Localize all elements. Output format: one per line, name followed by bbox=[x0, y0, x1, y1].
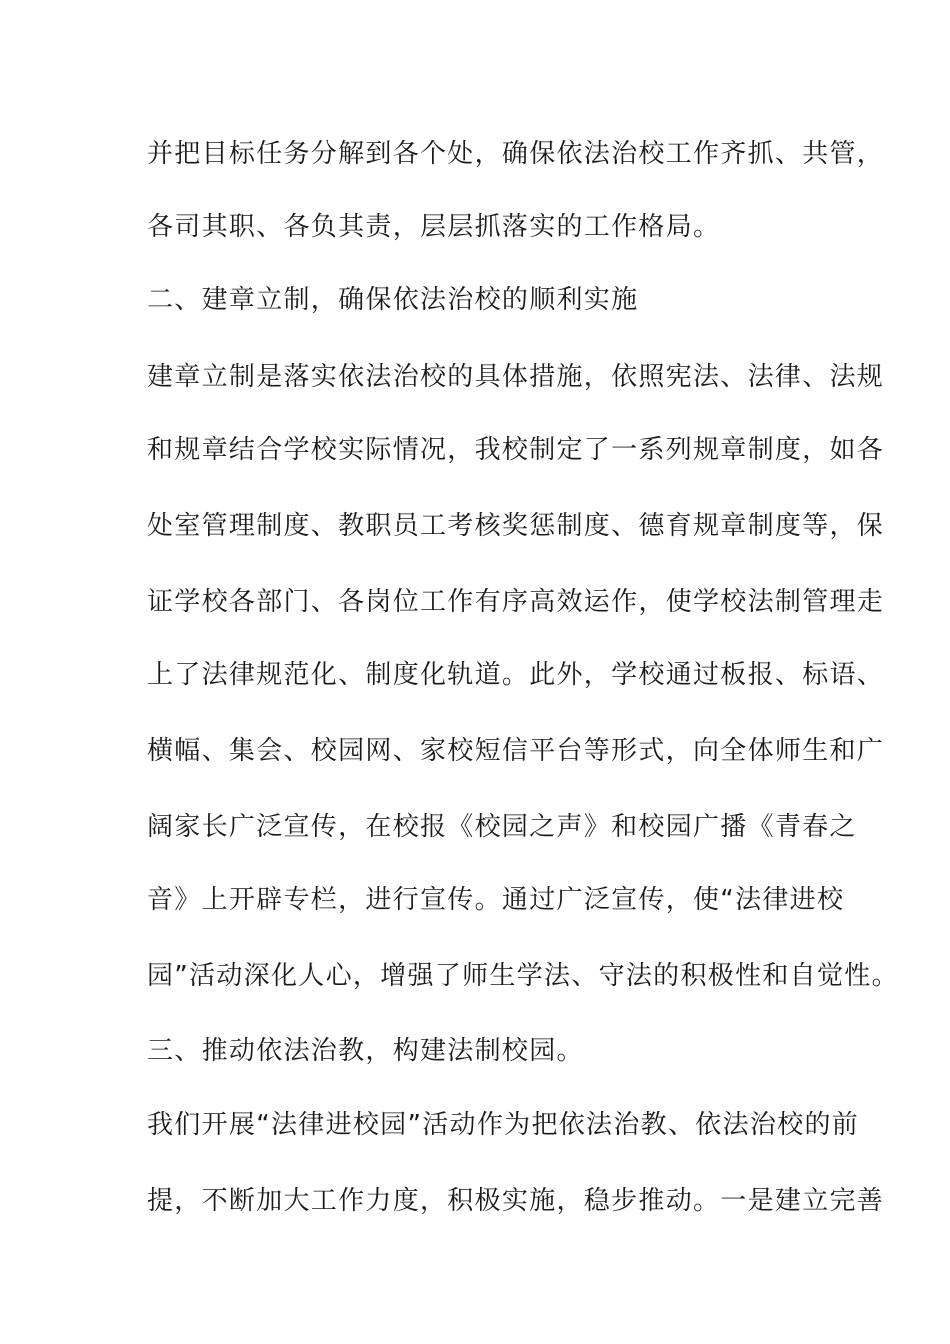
section-heading: 二、建章立制，确保依法治校的顺利实施 bbox=[147, 285, 639, 315]
text-line: 提，不断加大工作力度，积极实施，稳步推动。一是建立完善 bbox=[147, 1186, 885, 1216]
text-line: 我们开展“法律进校园”活动作为把依法治教、依法治校的前 bbox=[147, 1110, 860, 1140]
section-heading: 三、推动依法治教，构建法制校园。 bbox=[147, 1036, 584, 1066]
text-line: 横幅、集会、校园网、家校短信平台等形式，向全体师生和广 bbox=[147, 736, 885, 766]
text-line: 音》上开辟专栏，进行宣传。通过广泛宣传，使“法律进校 bbox=[147, 885, 845, 915]
text-line: 并把目标任务分解到各个处，确保依法治校工作齐抓、共管， bbox=[147, 139, 885, 169]
text-line: 各司其职、各负其责，层层抓落实的工作格局。 bbox=[147, 212, 721, 242]
text-line: 和规章结合学校实际情况，我校制定了一系列规章制度，如各 bbox=[147, 435, 885, 465]
text-line: 证学校各部门、各岗位工作有序高效运作，使学校法制管理走 bbox=[147, 587, 885, 617]
text-line: 阔家长广泛宣传，在校报《校园之声》和校园广播《青春之 bbox=[147, 812, 857, 842]
text-line: 园”活动深化人心，增强了师生学法、守法的积极性和自觉性。 bbox=[147, 961, 899, 991]
text-line: 上了法律规范化、制度化轨道。此外，学校通过板报、标语、 bbox=[147, 660, 885, 690]
text-line: 建章立制是落实依法治校的具体措施，依照宪法、法律、法规 bbox=[147, 362, 885, 392]
text-line: 处室管理制度、教职员工考核奖惩制度、德育规章制度等，保 bbox=[147, 511, 885, 541]
